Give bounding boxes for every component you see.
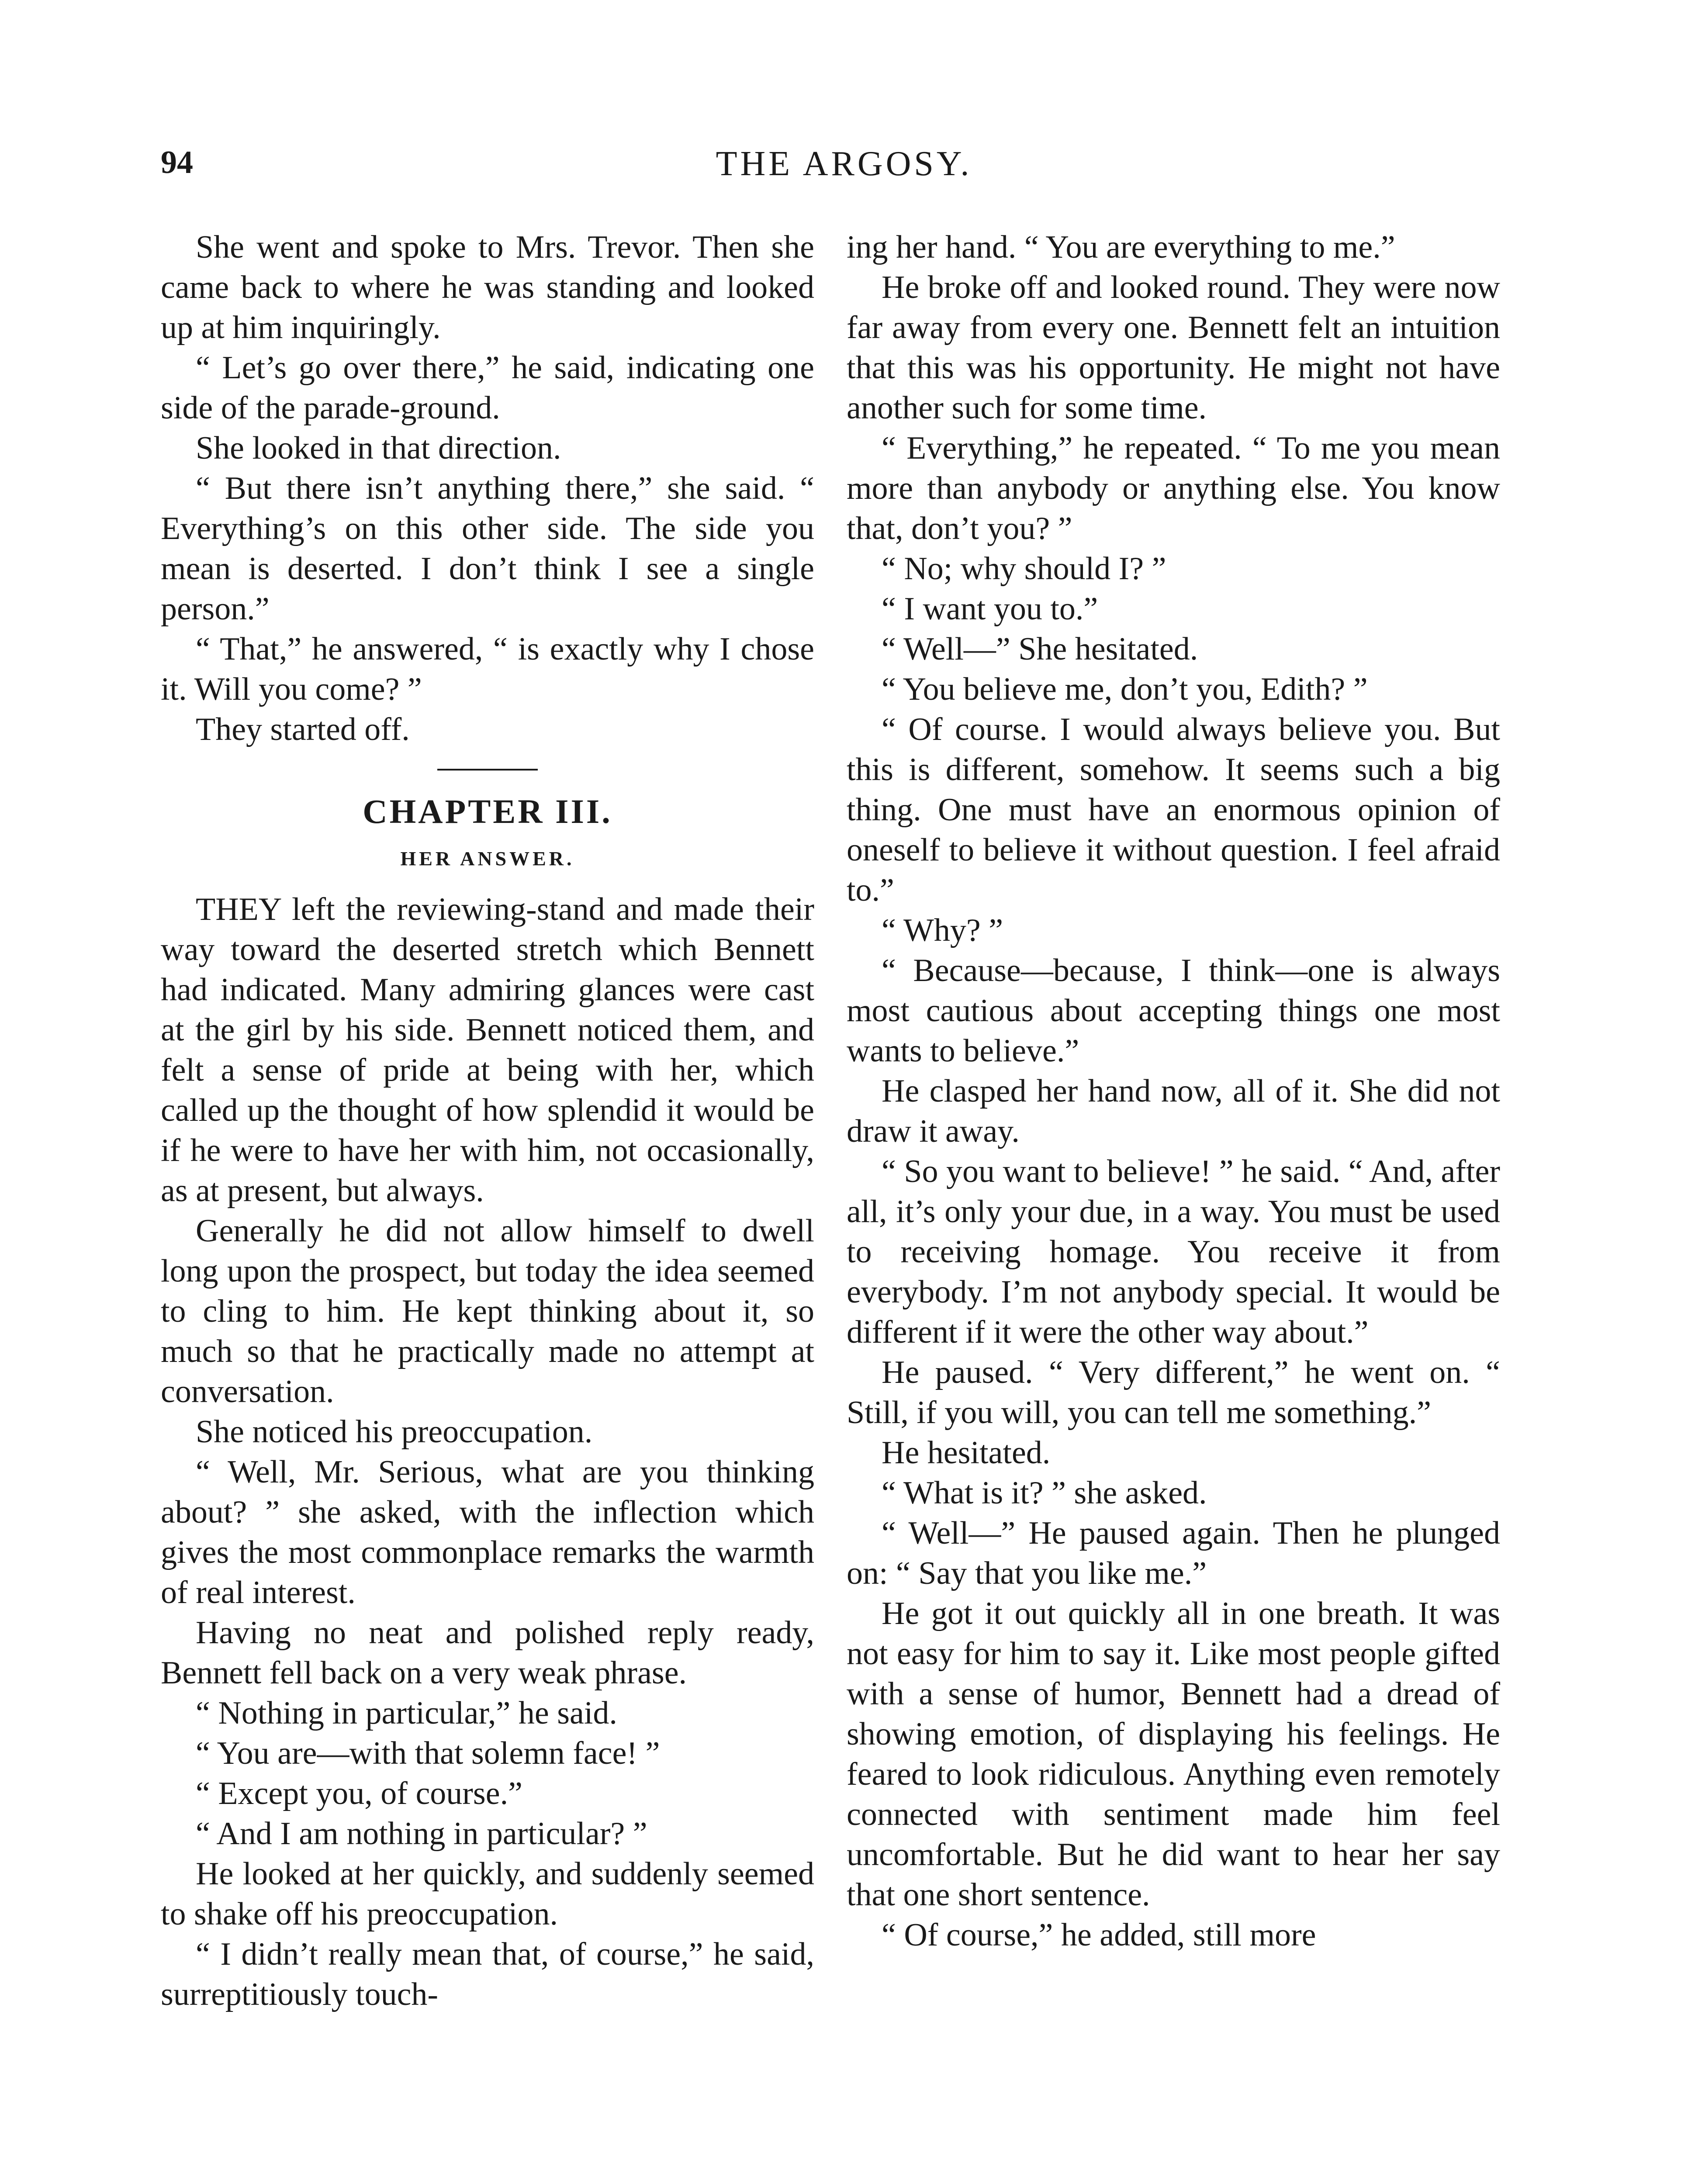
paragraph: “ But there isn’t anything there,” she said. “ Everything’s on this other side. The side you mean is deserted. I don’t think I see a single person.” bbox=[161, 470, 814, 627]
right-column bbox=[847, 227, 1500, 1955]
paragraph: He got it out quickly all in one breath. It was not easy for him to say it. Like most people gifted with a sense of humor, Bennett had a dread of showing emotion, of displaying his feelings. He feared to look ridiculous. Anything even remotely connected with sentiment made him feel uncomfortable. But he did want to hear her say that one short sentence. bbox=[847, 1596, 1500, 1913]
running-head: THE ARGOSY. bbox=[716, 145, 972, 183]
paragraph: “ No; why should I? ” bbox=[882, 551, 1166, 587]
paragraph: Having no neat and polished reply ready, Bennett fell back on a very weak phrase. bbox=[161, 1615, 814, 1691]
paragraph: He hesitated. bbox=[882, 1435, 1051, 1471]
paragraph: “ I want you to.” bbox=[882, 591, 1098, 627]
section-divider bbox=[437, 769, 538, 771]
paragraph: He broke off and looked round. They were now far away from every one. Bennett felt an intuition that this was his opportunity. He might not have another such for some time. bbox=[847, 270, 1500, 426]
paragraph: “ You believe me, don’t you, Edith? ” bbox=[882, 671, 1368, 707]
paragraph: “ What is it? ” she asked. bbox=[882, 1475, 1207, 1511]
chapter-title: CHAPTER III. bbox=[363, 792, 612, 830]
paragraph: “ Well, Mr. Serious, what are you thinking about? ” she asked, with the inflection which gives the most commonplace remarks the warmth of real interest. bbox=[161, 1454, 814, 1610]
paragraph: “ And I am nothing in particular? ” bbox=[196, 1816, 647, 1852]
paragraph: “ Let’s go over there,” he said, indicating one side of the parade-ground. bbox=[161, 350, 814, 426]
paragraph: “ Well—” She hesitated. bbox=[882, 631, 1198, 667]
paragraph: He clasped her hand now, all of it. She did not draw it away. bbox=[847, 1073, 1500, 1149]
paragraph: “ So you want to believe! ” he said. “ And, after all, it’s only your due, in a way. You must be used to receiving homage. You receive it from everybody. I’m not anybody special. It would be different if it were the other way about.” bbox=[847, 1154, 1500, 1350]
paragraph: She went and spoke to Mrs. Trevor. Then she came back to where he was standing and looked up at him inquiringly. bbox=[161, 229, 814, 346]
paragraph: “ That,” he answered, “ is exactly why I chose it. Will you come? ” bbox=[161, 631, 814, 707]
paragraph: “ Everything,” he repeated. “ To me you mean more than anybody or anything else. You know that, don’t you? ” bbox=[847, 430, 1500, 546]
paragraph: “ Why? ” bbox=[882, 912, 1003, 948]
paragraph: “ Because—because, I think—one is always most cautious about accepting things one most wants to believe.” bbox=[847, 953, 1500, 1069]
paragraph: They started off. bbox=[196, 712, 410, 747]
paragraph: THEY left the reviewing-stand and made their way toward the deserted stretch which Bennett had indicated. Many admiring glances were cast at the girl by his side. Bennett noticed them, and felt a sense of pride at being with her, which called up the thought of how splendid it would be if he were to have her with him, not occasionally, as at present, but always. bbox=[161, 892, 814, 1209]
page-number: 94 bbox=[161, 145, 193, 180]
paragraph: Generally he did not allow himself to dwell long upon the prospect, but today the idea seemed to cling to him. He kept thinking about it, so much so that he practically made no attempt at conversation. bbox=[161, 1213, 814, 1410]
paragraph: “ Well—” He paused again. Then he plunged on: “ Say that you like me.” bbox=[847, 1515, 1500, 1591]
paragraph: He looked at her quickly, and suddenly seemed to shake off his preoccupation. bbox=[161, 1856, 814, 1932]
paragraph: “ You are—with that solemn face! ” bbox=[196, 1735, 660, 1771]
paragraph: “ I didn’t really mean that, of course,” he said, surreptitiously touch- bbox=[161, 1936, 814, 2012]
paragraph: “ Except you, of course.” bbox=[196, 1776, 522, 1811]
paragraph: She looked in that direction. bbox=[196, 430, 561, 466]
left-column bbox=[161, 227, 814, 2015]
paragraph: “ Nothing in particular,” he said. bbox=[196, 1695, 617, 1731]
paragraph: She noticed his preoccupation. bbox=[196, 1414, 593, 1450]
chapter-subtitle: HER ANSWER. bbox=[400, 847, 575, 870]
paragraph: “ Of course. I would always believe you. But this is different, somehow. It seems such a big thing. One must have an enormous opinion of oneself to believe it without question. I feel afraid to.” bbox=[847, 712, 1500, 908]
paragraph: He paused. “ Very different,” he went on. “ Still, if you will, you can tell me something.” bbox=[847, 1355, 1500, 1431]
paragraph-continuation: ing her hand. “ You are everything to me.” bbox=[847, 229, 1395, 265]
paragraph: “ Of course,” he added, still more bbox=[882, 1917, 1316, 1953]
